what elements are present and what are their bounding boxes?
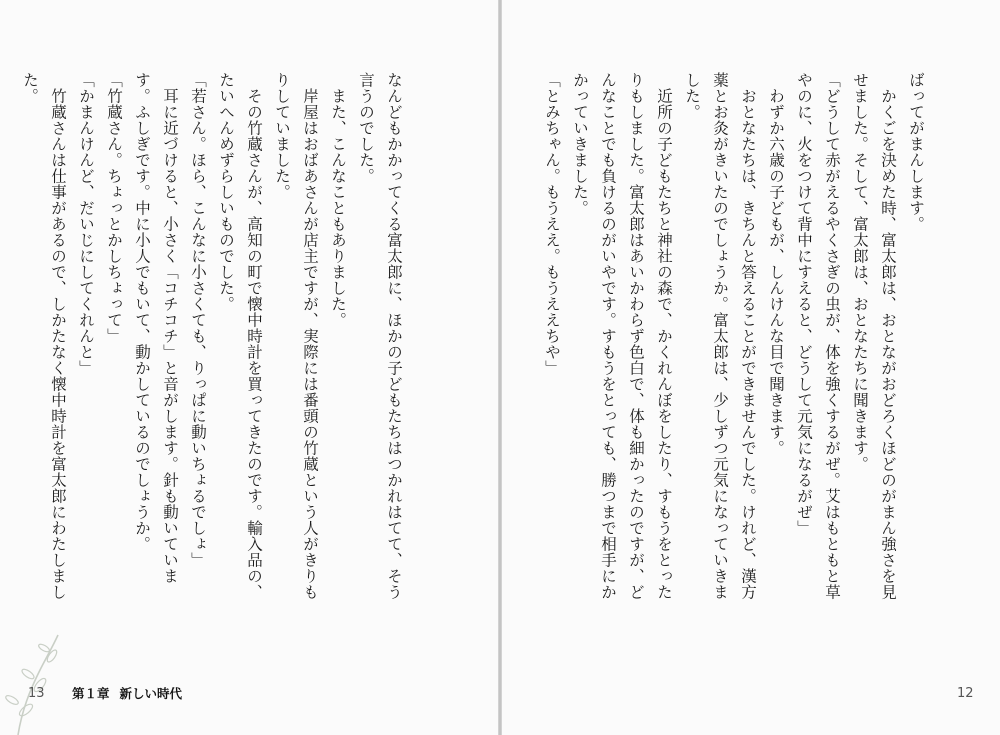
right-page-body bbox=[543, 72, 930, 602]
left-page bbox=[0, 0, 498, 735]
paragraph: 岸屋はおばあさんが店主ですが、実際には番頭の竹蔵という人がきりもりしていました。 bbox=[273, 72, 319, 600]
page-number: 12 bbox=[957, 686, 974, 701]
leaf-vine-icon bbox=[0, 630, 70, 735]
dialogue: 「若さん。ほら、こんなに小さくても、りっぱに動いちょるでしょ」 bbox=[189, 72, 207, 568]
paragraph: 近所の子どもたちと神社の森で、かくれんぼをしたり、すもうをとったりもしました。富太郎はあいかわらず色白で、体も細かったのですが、どんなことでも負けるのがいやです。すもうをとっても、勝つまで相手にかかっていきました。 bbox=[571, 72, 673, 600]
dialogue: 「とみちゃん。もうええ。もうええちや」 bbox=[543, 72, 561, 376]
paragraph: その竹蔵さんが、高知の町で懐中時計を買ってきたのです。輸入品の、たいへんめずらしいものでした。 bbox=[217, 72, 263, 600]
paragraph: また、こんなこともありました。 bbox=[329, 87, 347, 328]
paragraph: ばってがまんします。 bbox=[907, 72, 925, 232]
paragraph: かくごを決めた時、富太郎は、おとながおどろくほどのがまん強さを見せました。そして、富太郎は、おとなたちに聞きます。 bbox=[851, 72, 897, 600]
dialogue: 「どうして赤がえるやくさぎの虫が、体を強くするがぜ。艾はもともと草やのに、火をつけて背中にすえると、どうして元気になるがぜ」 bbox=[795, 72, 841, 600]
paragraph: おとなたちは、きちんと答えることができませんでした。けれど、漢方薬とお灸がきいたのでしょうか。富太郎は、少しずつ元気になっていきました。 bbox=[683, 72, 757, 600]
paragraph: なんどもかかってくる富太郎に、ほかの子どもたちはつかれはてて、そう言うのでした。 bbox=[357, 72, 403, 600]
dialogue: 「かまんけんど、だいじにしてくれんと」 bbox=[77, 72, 95, 376]
paragraph: 耳に近づけると、小さく「コチコチ」と音がします。針も動いています。ふしぎです。中に小人でもいて、動かしているのでしょうか。 bbox=[133, 72, 179, 584]
page-number: 13 bbox=[28, 686, 45, 701]
right-page bbox=[502, 0, 1000, 735]
dialogue: 「竹蔵さん。ちょっとかしちょって」 bbox=[105, 72, 123, 344]
chapter-label: 第１章 bbox=[72, 686, 110, 701]
chapter-title: 新しい時代 bbox=[119, 686, 183, 701]
paragraph: 竹蔵さんは仕事があるので、しかたなく懐中時計を富太郎にわたしました。 bbox=[21, 72, 67, 600]
left-page-body bbox=[21, 72, 408, 602]
running-header bbox=[72, 684, 192, 702]
paragraph: わずか六歳の子どもが、しんけんな目で聞きます。 bbox=[767, 87, 785, 456]
